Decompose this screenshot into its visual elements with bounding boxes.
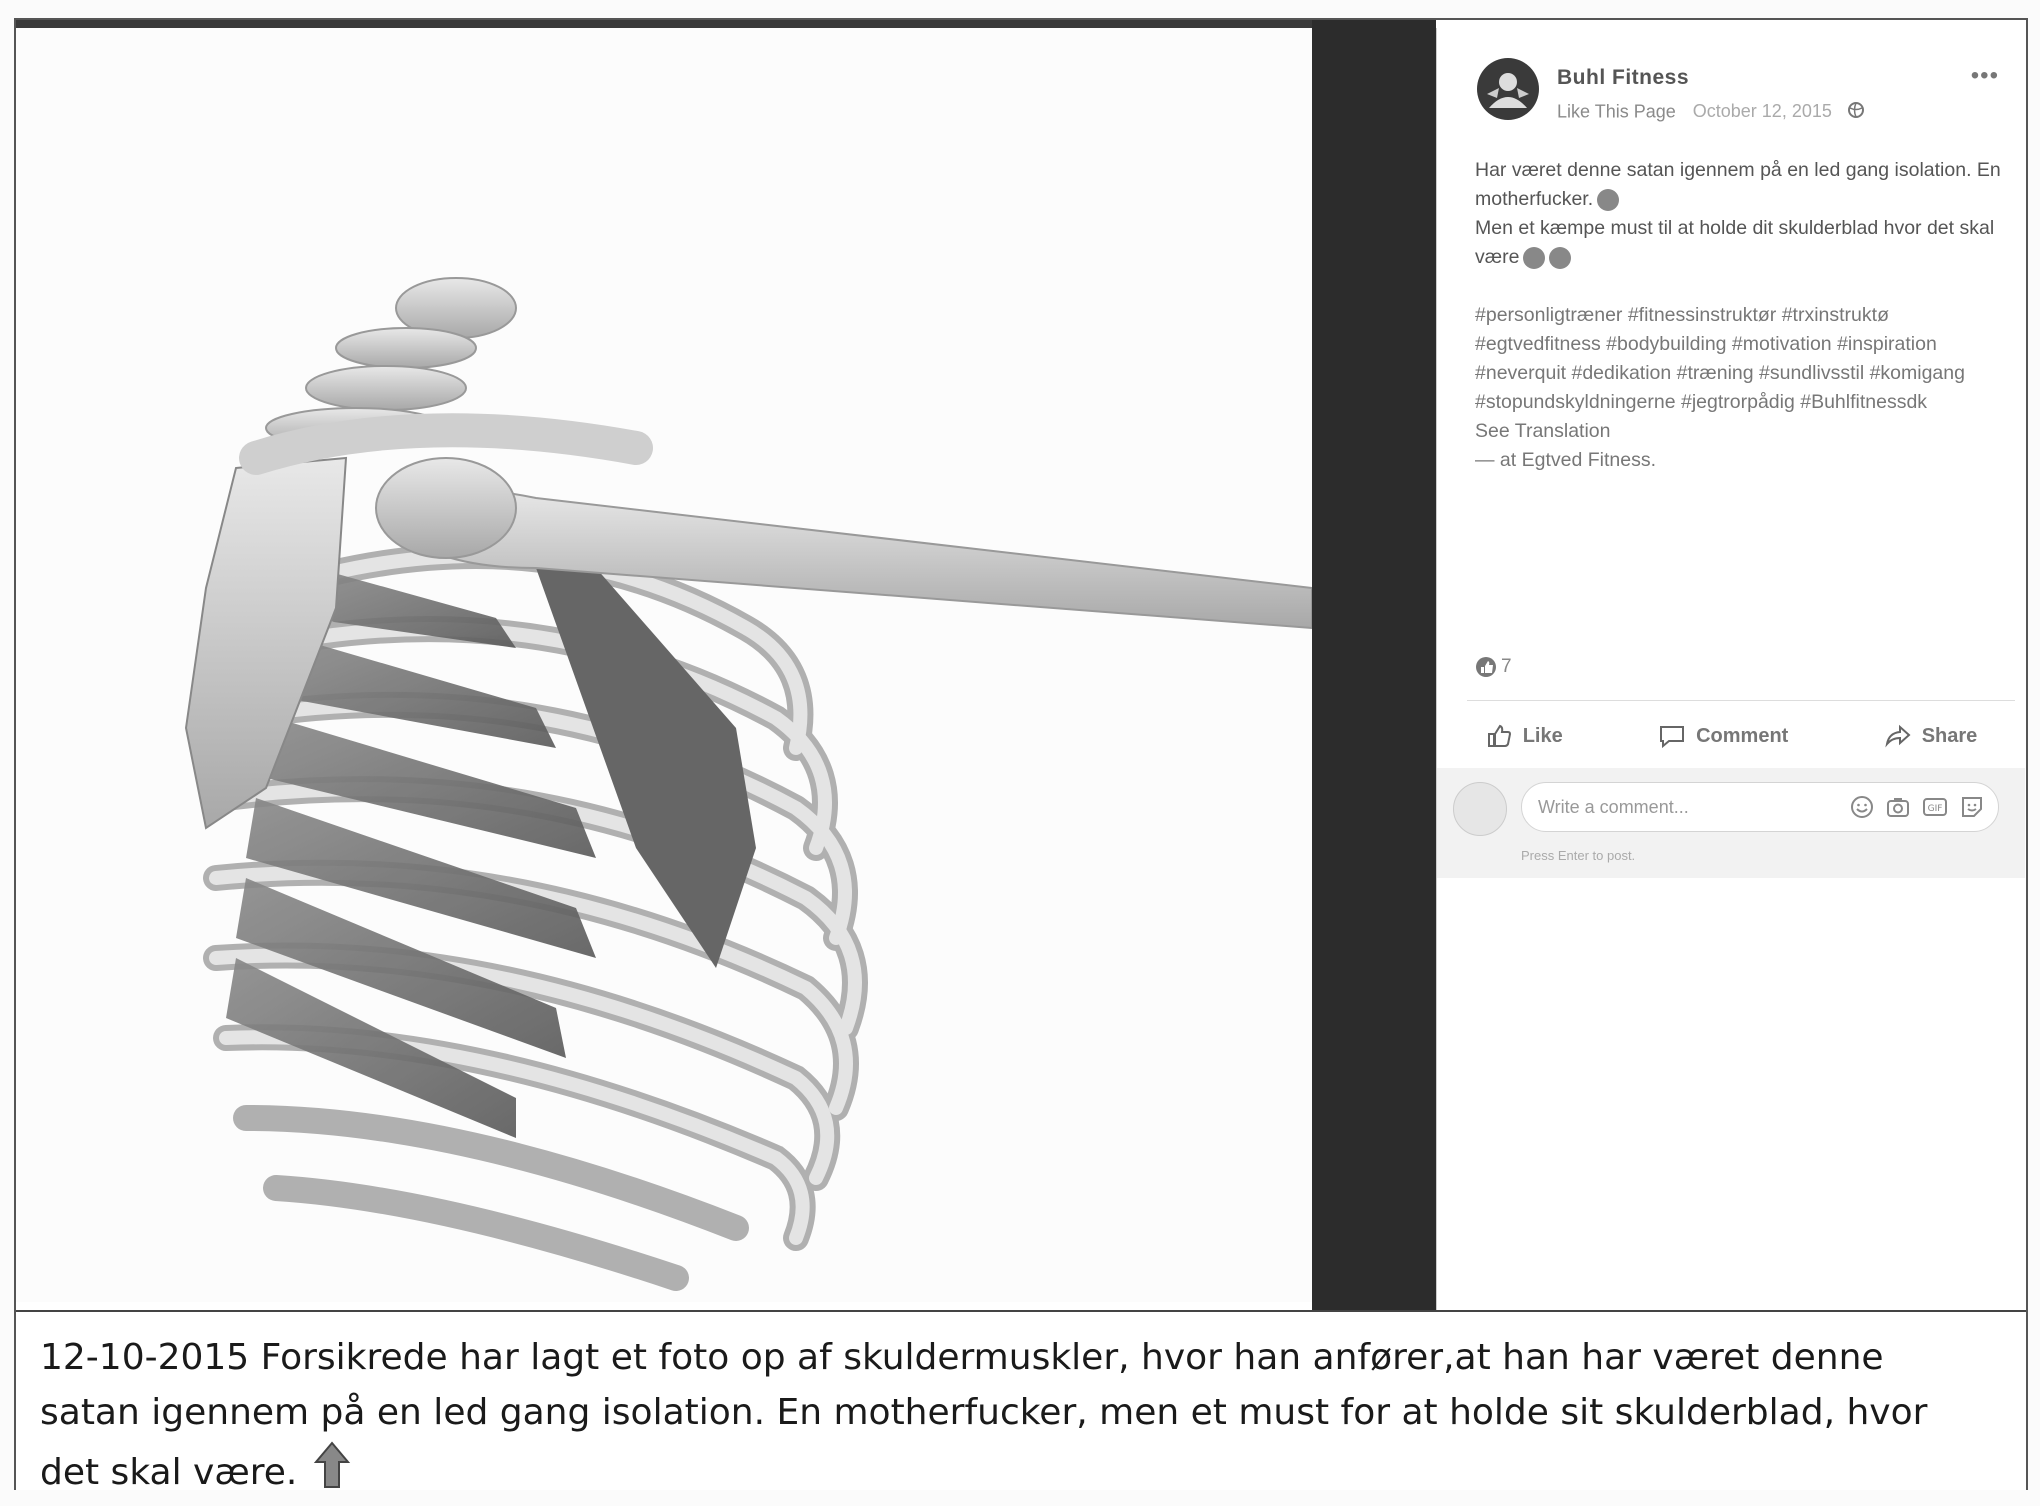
like-reaction-icon	[1475, 656, 1497, 678]
caption-line3: det skal være.	[40, 1452, 298, 1493]
comment-button-label: Comment	[1696, 724, 1789, 747]
shoulder-anatomy-photo	[16, 28, 1312, 1302]
comment-placeholder: Write a comment...	[1538, 797, 1689, 817]
share-button[interactable]	[1884, 722, 1978, 750]
caption-line2: satan igennem på en led gang isolation. En motherfucker, men et must for at holde sit skulderblad, hvor	[40, 1392, 1928, 1433]
globe-icon	[1847, 101, 1865, 124]
devil-emoji-icon	[1597, 189, 1619, 211]
post-body	[1475, 156, 2005, 475]
post-meta	[1557, 101, 1865, 124]
page-avatar[interactable]	[1477, 58, 1539, 120]
scanned-document	[14, 18, 2028, 1493]
smiley-icon[interactable]	[1850, 795, 1874, 819]
post-text-line2: Men et kæmpe must til at holde dit skulderblad hvor det skal være	[1475, 217, 1995, 268]
like-button-label: Like	[1522, 724, 1563, 747]
more-options-button[interactable]: •••	[1970, 62, 1999, 89]
like-page-link[interactable]: Like This Page	[1557, 101, 1676, 122]
post-actions-bar	[1437, 716, 2025, 756]
document-caption	[16, 1310, 2026, 1493]
caption-text	[40, 1330, 2000, 1506]
comment-input[interactable]	[1521, 782, 1999, 832]
press-enter-hint: Press Enter to post.	[1521, 848, 1636, 863]
camera-icon[interactable]	[1886, 795, 1910, 819]
reaction-count: 7	[1501, 656, 1512, 677]
reaction-summary[interactable]	[1475, 656, 1512, 678]
share-button-label: Share	[1921, 724, 1978, 747]
skeleton-illustration	[16, 28, 1312, 1302]
svg-text:GIF: GIF	[1927, 804, 1943, 814]
comment-button[interactable]	[1658, 722, 1788, 750]
thumbs-up-icon	[1485, 722, 1513, 750]
black-divider-bar	[1312, 20, 1436, 1310]
post-hashtags[interactable]: #personligtræner #fitnessinstruktør #trxinstruktø #egtvedfitness #bodybuilding #motivation #inspiration #neverquit #dedikation #træning #sundlivsstil #komigang #stopundskyldningerne #jegtrorpådig #Buhlfitnessdk	[1475, 304, 1965, 413]
smiley-emoji-icon	[1523, 247, 1545, 269]
speech-bubble-icon	[1658, 722, 1686, 750]
post-location[interactable]: — at Egtved Fitness.	[1475, 449, 1656, 471]
share-arrow-icon	[1884, 722, 1912, 750]
up-arrow-icon	[313, 1440, 351, 1506]
see-translation-link[interactable]: See Translation	[1475, 420, 1611, 442]
actions-divider	[1467, 700, 2015, 701]
facebook-post-panel	[1436, 28, 2025, 1310]
post-text-line1: Har været denne satan igennem på en led gang isolation. En motherfucker.	[1475, 159, 2001, 210]
smiley-emoji-icon	[1549, 247, 1571, 269]
like-button[interactable]	[1485, 722, 1563, 750]
caption-line1: 12-10-2015 Forsikrede har lagt et foto op af skuldermuskler, hvor han anfører,at han har været denne	[40, 1337, 1884, 1378]
comment-composer	[1437, 768, 2025, 878]
user-avatar	[1453, 782, 1507, 836]
gif-icon[interactable]	[1922, 795, 1948, 819]
page-name-link[interactable]: Buhl Fitness	[1557, 66, 1690, 89]
sticker-icon[interactable]	[1960, 795, 1984, 819]
post-date-link[interactable]: October 12, 2015	[1692, 101, 1832, 122]
